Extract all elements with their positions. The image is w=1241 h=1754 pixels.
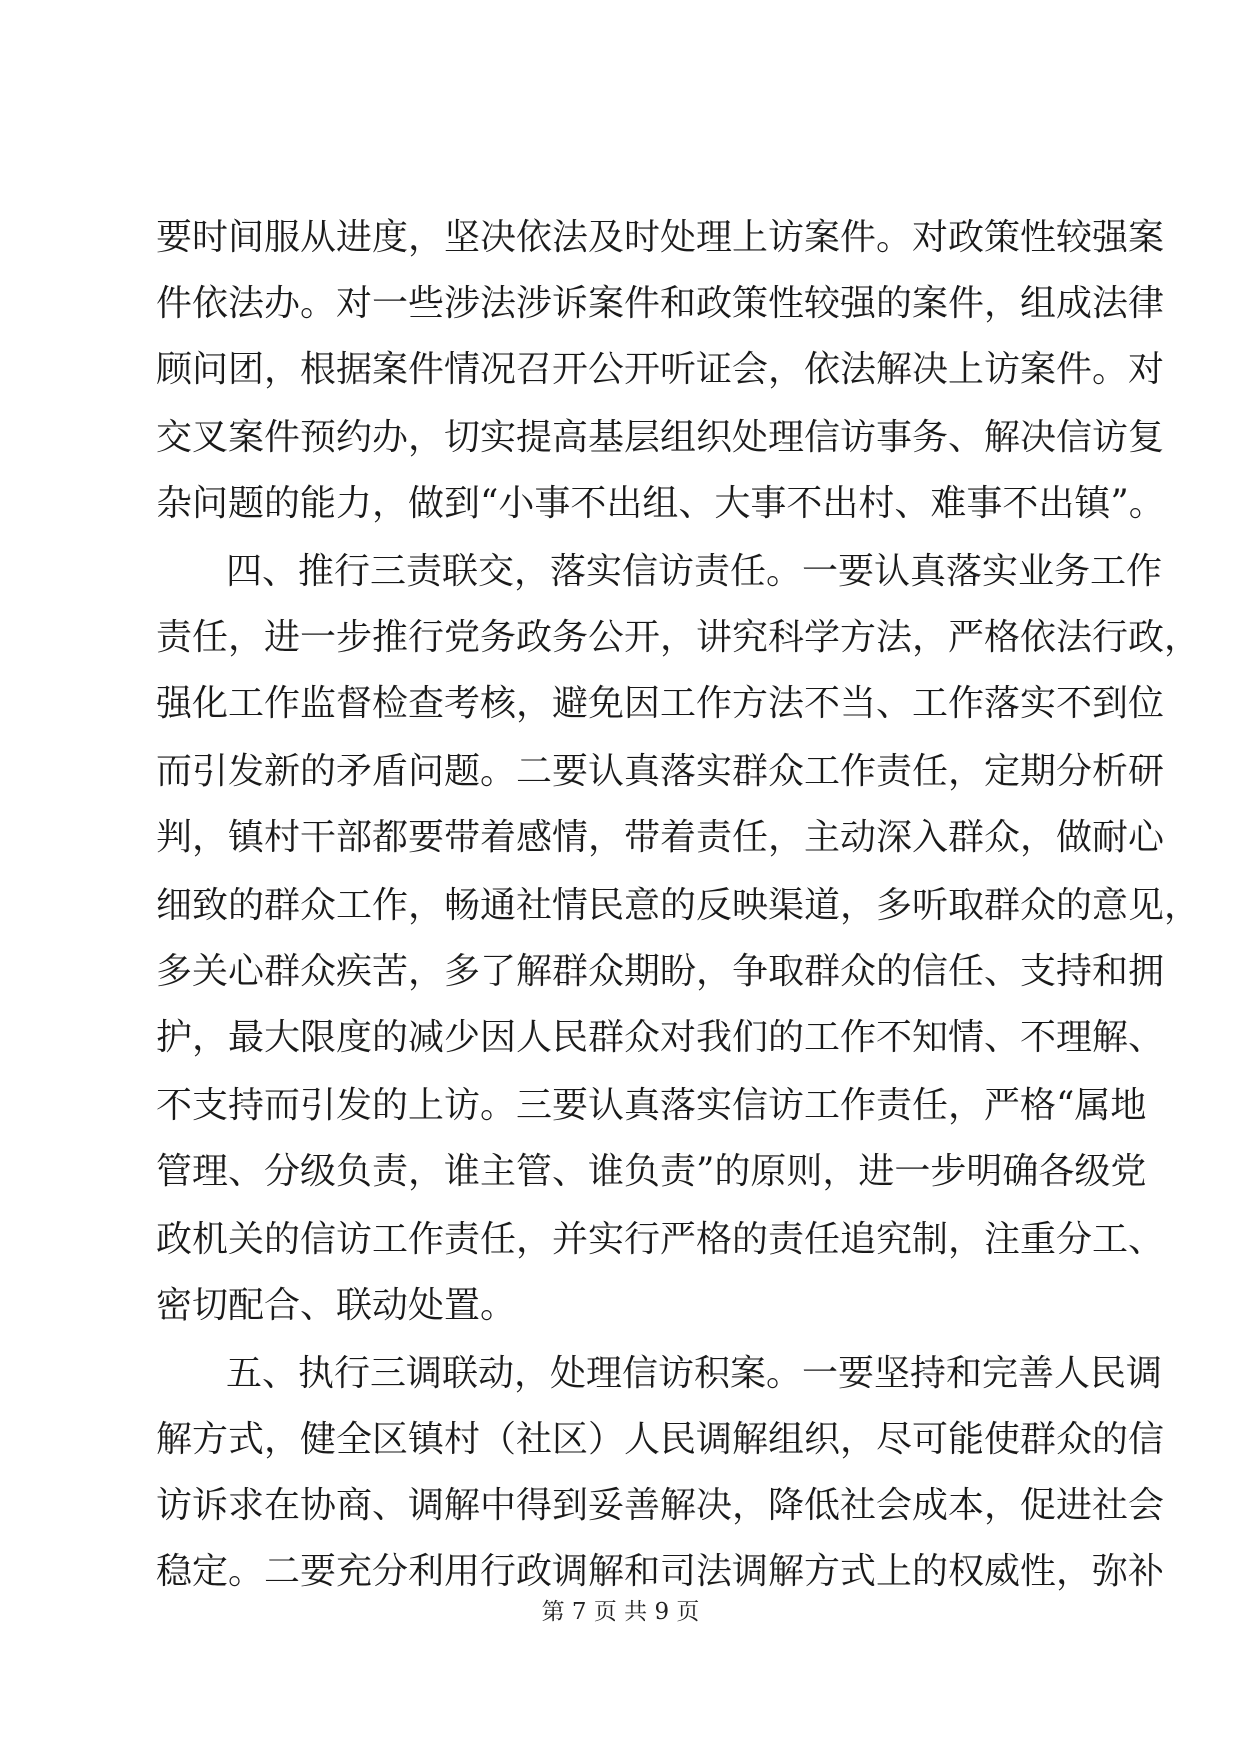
text-line: 顾问团，根据案件情况召开公开听证会，依法解决上访案件。对 [156,349,1165,390]
text-line: 密切配合、联动处置。 [156,1285,517,1326]
text-line: 而引发新的矛盾问题。二要认真落实群众工作责任，定期分析研 [156,751,1165,792]
text-line: 政机关的信访工作责任，并实行严格的责任追究制，注重分工、 [156,1219,1165,1260]
text-line: 多关心群众疾苦，多了解群众期盼，争取群众的信任、支持和拥 [156,951,1165,992]
text-line: 解方式，健全区镇村（社区）人民调解组织，尽可能使群众的信 [156,1419,1165,1460]
text-line: 细致的群众工作，畅通社情民意的反映渠道，多听取群众的意见， [156,885,1201,926]
paragraph-4-start: 四、推行三责联交，落实信访责任。一要认真落实业务工作 [226,551,1163,592]
text-line: 不支持而引发的上访。三要认真落实信访工作责任，严格“属地 [156,1085,1147,1126]
text-line: 访诉求在协商、调解中得到妥善解决，降低社会成本，促进社会 [156,1485,1165,1526]
text-line: 杂问题的能力，做到“小事不出组、大事不出村、难事不出镇”。 [156,483,1165,524]
page-number: 第 7 页 共 9 页 [541,1599,700,1625]
text-line: 护，最大限度的减少因人民群众对我们的工作不知情、不理解、 [156,1017,1165,1058]
text-line: 稳定。二要充分利用行政调解和司法调解方式上的权威性，弥补 [156,1551,1165,1592]
text-line: 要时间服从进度，坚决依法及时处理上访案件。对政策性较强案 [156,217,1165,258]
text-line: 强化工作监督检查考核，避免因工作方法不当、工作落实不到位 [156,683,1165,724]
text-line: 判，镇村干部都要带着感情，带着责任，主动深入群众，做耐心 [156,817,1165,858]
text-line: 件依法办。对一些涉法涉诉案件和政策性较强的案件，组成法律 [156,283,1165,324]
paragraph-5-start: 五、执行三调联动，处理信访积案。一要坚持和完善人民调 [226,1353,1163,1394]
text-line: 责任，进一步推行党务政务公开，讲究科学方法，严格依法行政， [156,617,1201,658]
text-line: 交叉案件预约办，切实提高基层组织处理信访事务、解决信访复 [156,417,1165,458]
text-line: 管理、分级负责，谁主管、谁负责”的原则，进一步明确各级党 [156,1151,1147,1192]
